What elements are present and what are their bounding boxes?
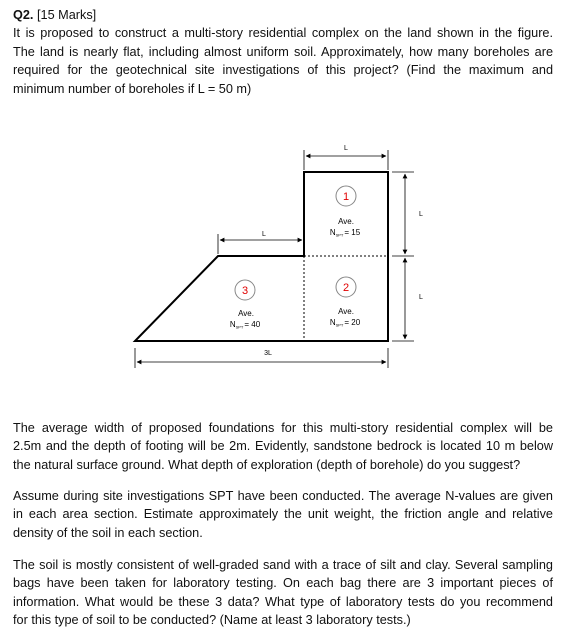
area-3-nspt <box>230 320 261 330</box>
dim-bottom-label: 3L <box>264 350 272 357</box>
question-line: It is proposed to construct a multi-story residential complex on the land shown in the figure. <box>13 26 553 41</box>
area-3 <box>230 280 261 330</box>
paragraph-foundation <box>13 419 553 474</box>
question-marks: [15 Marks] <box>36 8 97 22</box>
area-2-ave: Ave. <box>338 307 354 316</box>
area-1-nspt <box>330 228 361 238</box>
area-3-n-sub: SPT <box>235 324 244 330</box>
area-2-nspt <box>330 318 361 328</box>
area-3-ave: Ave. <box>238 309 254 318</box>
paragraph-line: 2.5m and the depth of footing will be 2m. Evidently, sandstone bedrock is located 10 m below <box>13 439 553 454</box>
paragraph-line: bags have been taken for laboratory testing. On each bag there are 3 important pieces of <box>13 576 553 591</box>
paragraph-line: The soil is mostly consistent of well-graded sand with a trace of silt and clay. Several sampling <box>13 558 553 572</box>
area-1 <box>330 186 361 238</box>
area-1-number: 1 <box>342 191 350 203</box>
area-1-ave: Ave. <box>338 217 354 226</box>
area-2-n-label: N <box>329 318 336 327</box>
question-line: required for the geotechnical site investigations of this project? (Find the maximum and <box>13 63 553 78</box>
question-line: The land is nearly flat, including almost uniform soil. Approximately, how many boreholes are <box>13 44 553 59</box>
paragraph-line: density of the soil in each section. <box>13 525 203 540</box>
paragraph-spt <box>13 487 553 542</box>
area-3-n-label: N <box>229 320 236 329</box>
paragraph-line: the natural surface ground. What depth of exploration (depth of borehole) do you suggest? <box>13 457 521 472</box>
dim-top-label: L <box>344 145 348 152</box>
area-1-n-label: N <box>329 228 336 237</box>
dim-mid-label: L <box>262 231 266 238</box>
question-number: Q2. <box>13 8 34 22</box>
area-2-number: 2 <box>342 282 350 294</box>
paragraph-line: for this type of soil to be conducted? (Name at least 3 laboratory tests.) <box>13 613 411 628</box>
area-1-n-sub: SPT <box>335 232 344 238</box>
paragraph-line: The average width of proposed foundations for this multi-story residential complex will be <box>13 421 553 435</box>
paragraph-lab-tests <box>13 556 553 630</box>
paragraph-line: information. What would be these 3 data? What type of laboratory tests do you recommend <box>13 594 553 609</box>
area-2-n-sub: SPT <box>335 322 344 328</box>
area-1-n-value: = 15 <box>344 228 361 237</box>
paragraph-line: in each area section. Estimate approximately the unit weight, the friction angle and relative <box>13 507 553 522</box>
question-line: minimum number of boreholes if L = 50 m) <box>13 81 252 96</box>
dim-right-lower-label: L <box>419 294 423 301</box>
dim-right-upper-label: L <box>419 211 423 218</box>
area-3-n-value: = 40 <box>244 320 261 329</box>
area-2 <box>330 277 361 328</box>
paragraph-line: Assume during site investigations SPT have been conducted. The average N-values are given <box>13 489 553 503</box>
area-3-number: 3 <box>241 285 249 297</box>
area-2-n-value: = 20 <box>344 318 361 327</box>
